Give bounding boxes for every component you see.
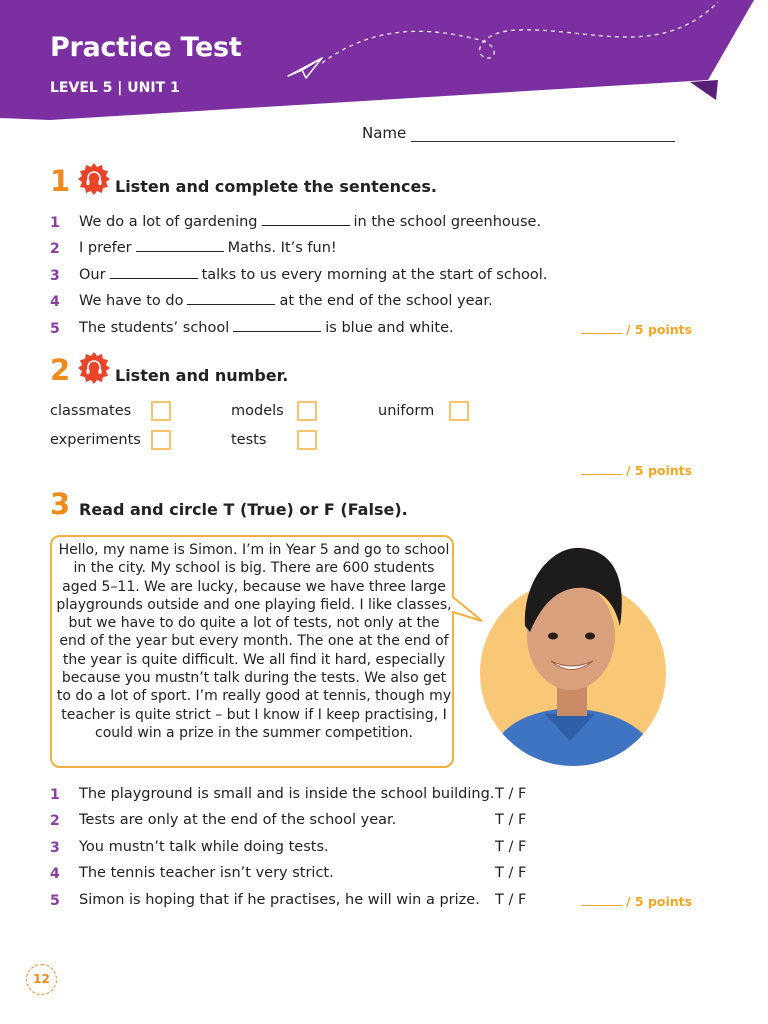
question-number: 4 [50, 294, 60, 310]
section-1-score: / 5 points [581, 322, 692, 337]
sentence-4: We have to do at the end of the school year. [79, 293, 493, 309]
page-title: Practice Test [50, 32, 242, 63]
number-box[interactable] [449, 401, 469, 421]
question-number: 2 [50, 813, 60, 829]
answer-blank[interactable] [233, 320, 321, 332]
section-2-number: 2 [50, 353, 71, 387]
statement-2: Tests are only at the end of the school year. [79, 812, 397, 828]
page-number: 12 [26, 964, 57, 995]
statement-4: The tennis teacher isn’t very strict. [79, 865, 334, 881]
headphones-icon [78, 163, 110, 195]
answer-blank[interactable] [262, 214, 350, 226]
answer-blank[interactable] [136, 240, 224, 252]
answer-blank[interactable] [110, 267, 198, 279]
section-2-title: Listen and number. [115, 366, 289, 385]
statement-3: You mustn’t talk while doing tests. [79, 839, 329, 855]
word-uniform: uniform [378, 403, 435, 419]
question-number: 5 [50, 321, 60, 337]
number-box[interactable] [151, 430, 171, 450]
statement-1: The playground is small and is inside the school building. [79, 786, 495, 802]
word-classmates: classmates [50, 403, 132, 419]
number-box[interactable] [297, 401, 317, 421]
section-1-title: Listen and complete the sentences. [115, 177, 437, 196]
question-number: 1 [50, 215, 60, 231]
question-number: 4 [50, 866, 60, 882]
true-false-choice[interactable]: T / F [495, 892, 527, 908]
question-number: 3 [50, 268, 60, 284]
name-field[interactable] [411, 141, 675, 142]
true-false-choice[interactable]: T / F [495, 812, 527, 828]
reading-passage: Hello, my name is Simon. I’m in Year 5 and go to school in the city. My school is big. There are 600 students aged 5–11. We are lucky, because we have three large playgrounds outside and one playing field. I like classes, but we have to do quite a lot of tests, not only at the end of the year but every month. The one at the end of the year is quite difficult. We all find it hard, especially because you mustn’t talk during the tests. We also get to do a lot of sport. I’m really good at tennis, though my teacher is quite strict – but I know if I keep practising, I could win a prize in the summer competition. [56, 542, 452, 741]
name-label: Name [362, 124, 407, 142]
score-blank[interactable] [581, 895, 622, 906]
question-number: 1 [50, 787, 60, 803]
sentence-1: We do a lot of gardening in the school greenhouse. [79, 214, 542, 230]
section-3-number: 3 [50, 487, 71, 521]
true-false-choice[interactable]: T / F [495, 786, 527, 802]
question-number: 2 [50, 241, 60, 257]
student-photo [475, 536, 675, 768]
sentence-3: Our talks to us every morning at the start of school. [79, 267, 548, 283]
question-number: 5 [50, 893, 60, 909]
headphones-icon [78, 352, 110, 384]
word-models: models [231, 403, 284, 419]
score-blank[interactable] [581, 464, 622, 475]
true-false-choice[interactable]: T / F [495, 839, 527, 855]
word-experiments: experiments [50, 432, 141, 448]
section-1-number: 1 [50, 164, 71, 198]
sentence-2: I prefer Maths. It’s fun! [79, 240, 337, 256]
section-2-score: / 5 points [581, 463, 692, 478]
header-banner [0, 0, 768, 125]
word-tests: tests [231, 432, 267, 448]
statement-5: Simon is hoping that if he practises, he will win a prize. [79, 892, 480, 908]
score-blank[interactable] [581, 323, 622, 334]
section-3-title: Read and circle T (True) or F (False). [79, 500, 408, 519]
sentence-5: The students’ school is blue and white. [79, 320, 454, 336]
true-false-choice[interactable]: T / F [495, 865, 527, 881]
section-3-score: / 5 points [581, 894, 692, 909]
number-box[interactable] [297, 430, 317, 450]
answer-blank[interactable] [187, 293, 275, 305]
level-unit-label: LEVEL 5 | UNIT 1 [50, 80, 180, 96]
number-box[interactable] [151, 401, 171, 421]
question-number: 3 [50, 840, 60, 856]
